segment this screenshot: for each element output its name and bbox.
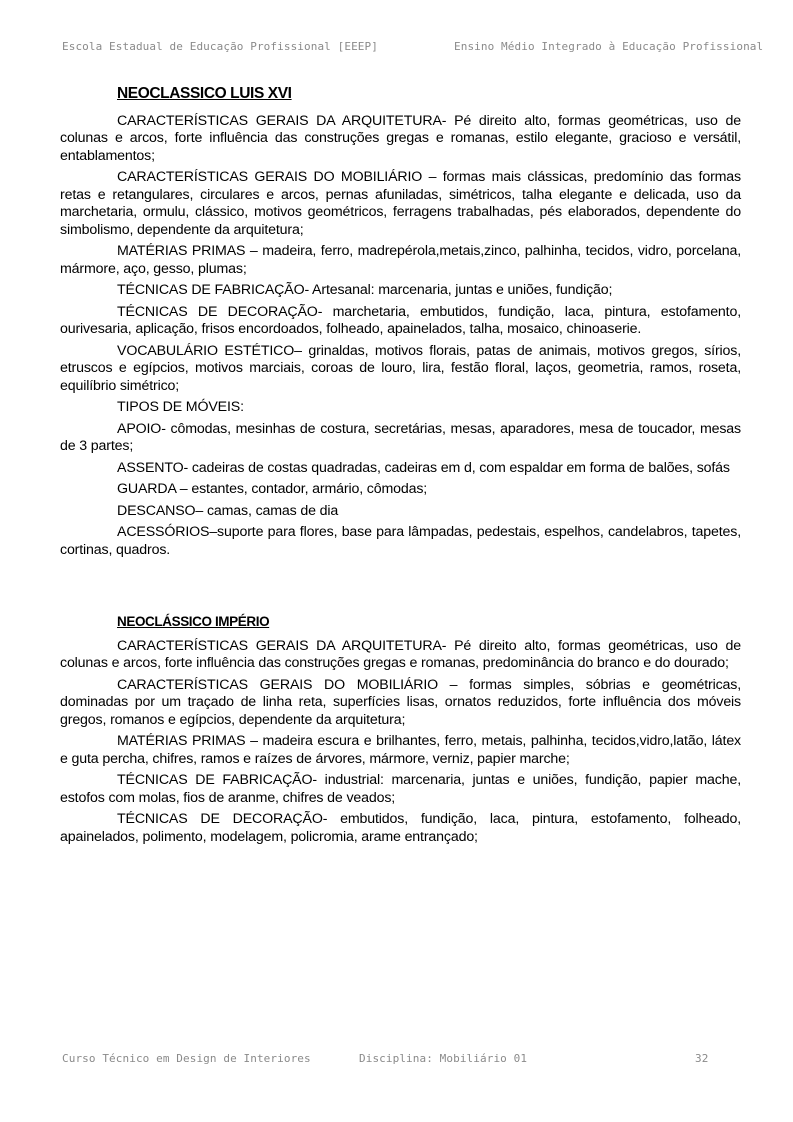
paragraph: CARACTERÍSTICAS GERAIS DO MOBILIÁRIO – formas simples, sóbrias e geométricas, dominadas por um traçado de linha reta, superfícies lisas, ornatos reduzidos, forte influência dos móveis gregos, romanos e egípcios, dependente da arquitetura; bbox=[60, 676, 741, 728]
paragraph: TIPOS DE MÓVEIS: bbox=[117, 399, 244, 415]
paragraph: TÉCNICAS DE DECORAÇÃO- marchetaria, embutidos, fundição, laca, pintura, estofamento, ourivesaria, aplicação, frisos encordoados, folheado, apainelados, talha, mosaico, chinoaserie. bbox=[60, 303, 741, 337]
paragraph: TÉCNICAS DE FABRICAÇÃO- Artesanal: marcenaria, juntas e uniões, fundição; bbox=[117, 282, 613, 298]
section-title-luis-xvi: NEOCLASSICO LUIS XVI bbox=[117, 85, 292, 102]
document-body bbox=[60, 85, 741, 850]
paragraph: TÉCNICAS DE DECORAÇÃO- embutidos, fundição, laca, pintura, estofamento, folheado, apainelados, polimento, modelagem, policromia, arame entrançado; bbox=[60, 811, 741, 845]
paragraph: APOIO- cômodas, mesinhas de costura, secretárias, mesas, aparadores, mesa de toucador, mesas de 3 partes; bbox=[60, 420, 741, 454]
paragraph: MATÉRIAS PRIMAS – madeira, ferro, madrepérola,metais,zinco, palhinha, tecidos, vidro, porcelana, mármore, aço, gesso, plumas; bbox=[60, 243, 741, 277]
footer-discipline: Disciplina: Mobiliário 01 bbox=[359, 1052, 528, 1065]
footer-course: Curso Técnico em Design de Interiores bbox=[62, 1052, 311, 1065]
paragraph: ASSENTO- cadeiras de costas quadradas, cadeiras em d, com espaldar em forma de balões, sofás bbox=[117, 459, 730, 476]
page-number: 32 bbox=[695, 1052, 709, 1065]
paragraph: CARACTERÍSTICAS GERAIS DA ARQUITETURA- Pé direito alto, formas geométricas, uso de colunas e arcos, forte influência das construções gregas e romanas, estilo elegante, gracioso e versátil, entablamentos; bbox=[60, 112, 741, 164]
section-title-imperio: NEOCLÁSSICO IMPÉRIO bbox=[117, 614, 270, 629]
paragraph: GUARDA – estantes, contador, armário, cômodas; bbox=[117, 481, 428, 497]
paragraph: VOCABULÁRIO ESTÉTICO– grinaldas, motivos florais, patas de animais, motivos gregos, sírios, etruscos e egípcios, motivos marciais, coroas de louro, lira, festão floral, laços, geometria, ramos, roseta, equilíbrio simétrico; bbox=[60, 342, 741, 394]
header-school-name: Escola Estadual de Educação Profissional [EEEP] bbox=[62, 40, 378, 53]
paragraph: MATÉRIAS PRIMAS – madeira escura e brilhantes, ferro, metais, palhinha, tecidos,vidro,latão, látex e guta percha, chifres, ramos e raízes de árvores, mármore, verniz, papier marche; bbox=[60, 733, 741, 767]
header-program-name: Ensino Médio Integrado à Educação Profissional bbox=[454, 40, 764, 53]
paragraph: CARACTERÍSTICAS GERAIS DA ARQUITETURA- Pé direito alto, formas geométricas, uso de colunas e arcos, forte influência das construções gregas e romanas, predominância do branco e do dourado; bbox=[60, 637, 741, 671]
paragraph: ACESSÓRIOS–suporte para flores, base para lâmpadas, pedestais, espelhos, candelabros, tapetes, cortinas, quadros. bbox=[60, 524, 741, 558]
paragraph: CARACTERÍSTICAS GERAIS DO MOBILIÁRIO – formas mais clássicas, predomínio das formas retas e retangulares, circulares e arcos, pernas afuniladas, simétricos, talha elegante e delicada, uso da marchetaria, ormulu, clássico, motivos geométricos, ferragens trabalhadas, pés elaborados, dependente do simbolismo, dependente da arquitetura; bbox=[60, 169, 741, 238]
paragraph: DESCANSO– camas, camas de dia bbox=[117, 502, 339, 519]
paragraph: TÉCNICAS DE FABRICAÇÃO- industrial: marcenaria, juntas e uniões, fundição, papier mache, estofos com molas, fios de aranme, chifres de veados; bbox=[60, 772, 741, 806]
